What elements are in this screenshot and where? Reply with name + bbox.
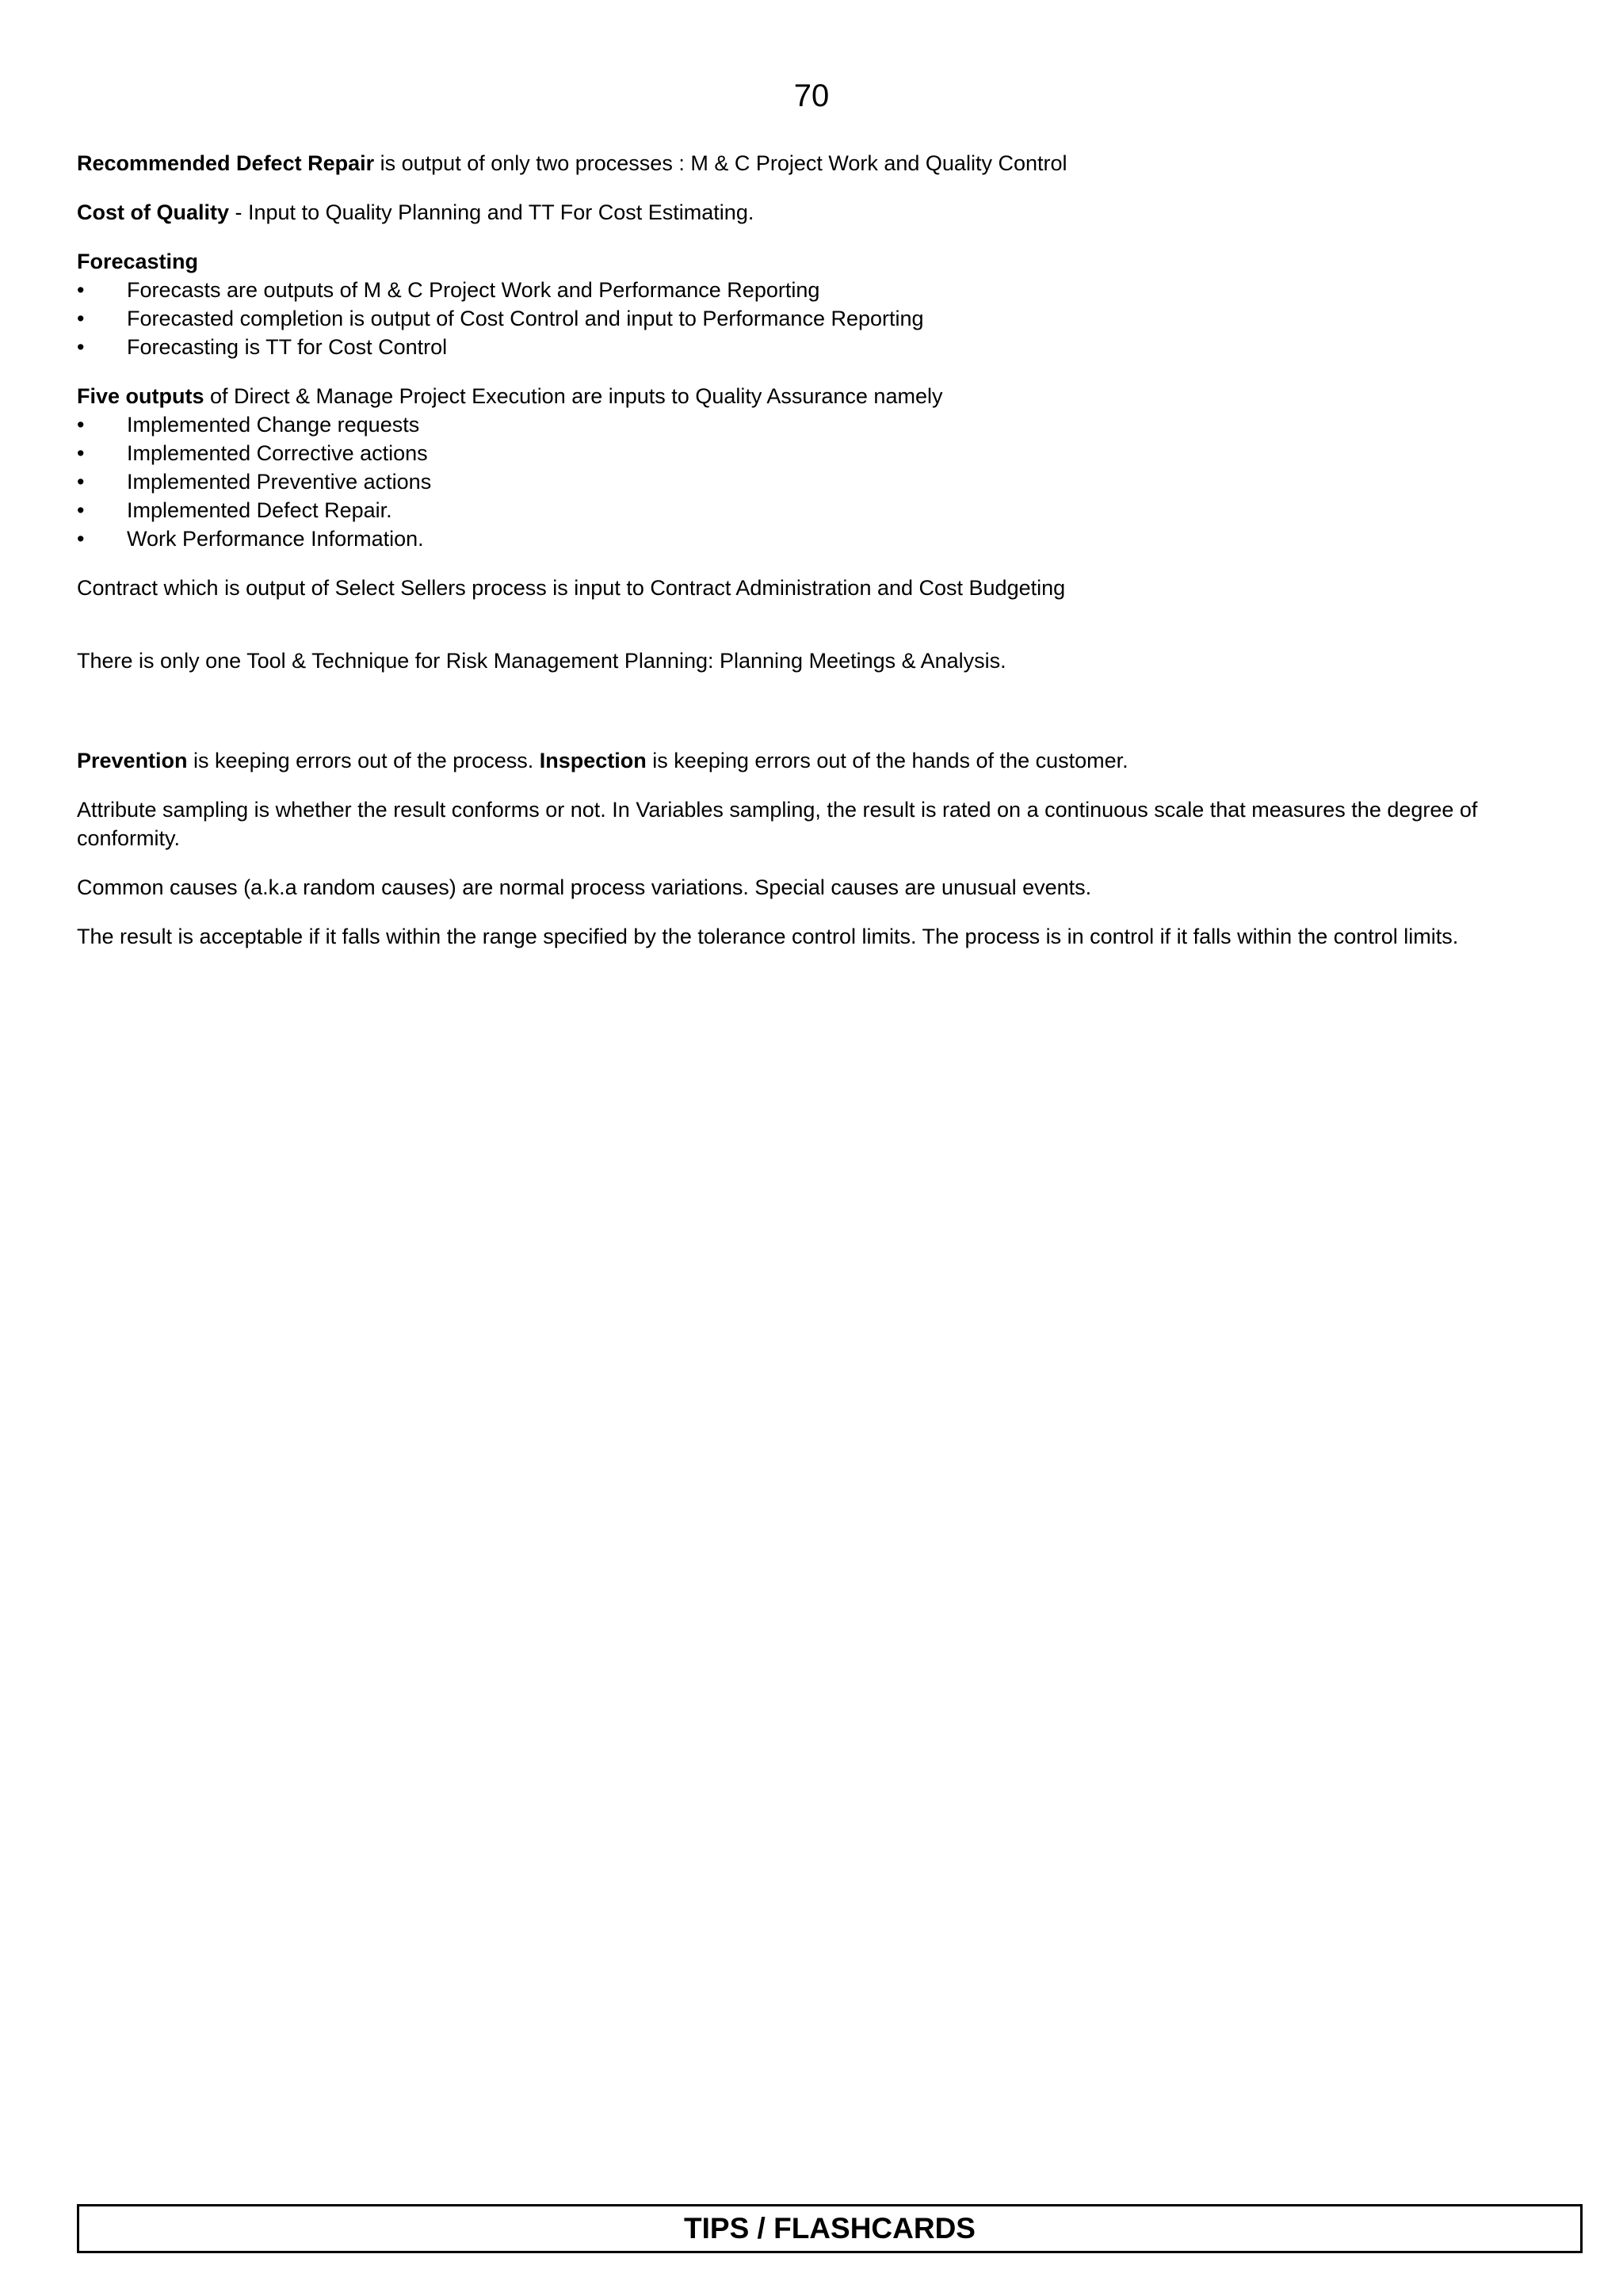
bullet-icon: • <box>77 335 85 359</box>
prevention-text: is keeping errors out of the process. <box>187 749 540 772</box>
list-item-text: Implemented Preventive actions <box>127 470 432 494</box>
cost-of-quality-text: - Input to Quality Planning and TT For Cost Estimating. <box>229 200 754 224</box>
list-item-text: Forecasted completion is output of Cost Control and input to Performance Reporting <box>127 307 924 330</box>
forecasting-heading: Forecasting <box>77 250 199 273</box>
bullet-icon: • <box>77 441 85 465</box>
defect-repair-note <box>77 149 1551 177</box>
list-item-text: Implemented Change requests <box>127 413 420 437</box>
list-item-text: Forecasts are outputs of M & C Project Work and Performance Reporting <box>127 278 820 302</box>
list-item <box>77 496 1551 524</box>
five-outputs-list <box>77 410 1551 553</box>
bullet-icon: • <box>77 470 85 494</box>
list-item <box>77 304 1551 333</box>
inspection-term: Inspection <box>539 749 647 772</box>
list-item-text: Forecasting is TT for Cost Control <box>127 335 448 359</box>
list-item-text: Implemented Corrective actions <box>127 441 428 465</box>
prevention-note <box>77 746 1551 775</box>
page-content <box>77 149 1551 951</box>
risk-planning-note: There is only one Tool & Technique for Risk Management Planning: Planning Meetings & Analysis. <box>77 649 1006 673</box>
list-item <box>77 333 1551 361</box>
tolerance-note: The result is acceptable if it falls within the range specified by the tolerance control limits. The process is in control if it falls within the control limits. <box>77 925 1459 948</box>
five-outputs-term: Five outputs <box>77 384 204 408</box>
bullet-icon: • <box>77 527 85 551</box>
cost-of-quality-note <box>77 198 1551 227</box>
list-item <box>77 410 1551 439</box>
list-item <box>77 467 1551 496</box>
inspection-text: is keeping errors out of the hands of the customer. <box>646 749 1128 772</box>
list-item <box>77 276 1551 304</box>
list-item-text: Implemented Defect Repair. <box>127 498 392 522</box>
bullet-icon: • <box>77 498 85 522</box>
page-number: 70 <box>793 78 830 113</box>
causes-note: Common causes (a.k.a random causes) are normal process variations. Special causes are unusual events. <box>77 875 1092 899</box>
defect-repair-text: is output of only two processes : M & C Project Work and Quality Control <box>374 151 1067 175</box>
five-outputs-note <box>77 382 1551 410</box>
bullet-icon: • <box>77 278 85 302</box>
bullet-icon: • <box>77 307 85 330</box>
list-item-text: Work Performance Information. <box>127 527 424 551</box>
footer-banner: TIPS / FLASHCARDS <box>77 2204 1583 2253</box>
forecasting-list <box>77 276 1551 361</box>
list-item <box>77 524 1551 553</box>
list-item <box>77 439 1551 467</box>
bullet-icon: • <box>77 413 85 437</box>
defect-repair-term: Recommended Defect Repair <box>77 151 375 175</box>
cost-of-quality-term: Cost of Quality <box>77 200 230 224</box>
prevention-term: Prevention <box>77 749 188 772</box>
sampling-note: Attribute sampling is whether the result conforms or not. In Variables sampling, the result is rated on a continuous scale that measures the degree of conformity. <box>77 798 1478 850</box>
contract-note: Contract which is output of Select Sellers process is input to Contract Administration and Cost Budgeting <box>77 576 1066 600</box>
five-outputs-text: of Direct & Manage Project Execution are inputs to Quality Assurance namely <box>204 384 943 408</box>
